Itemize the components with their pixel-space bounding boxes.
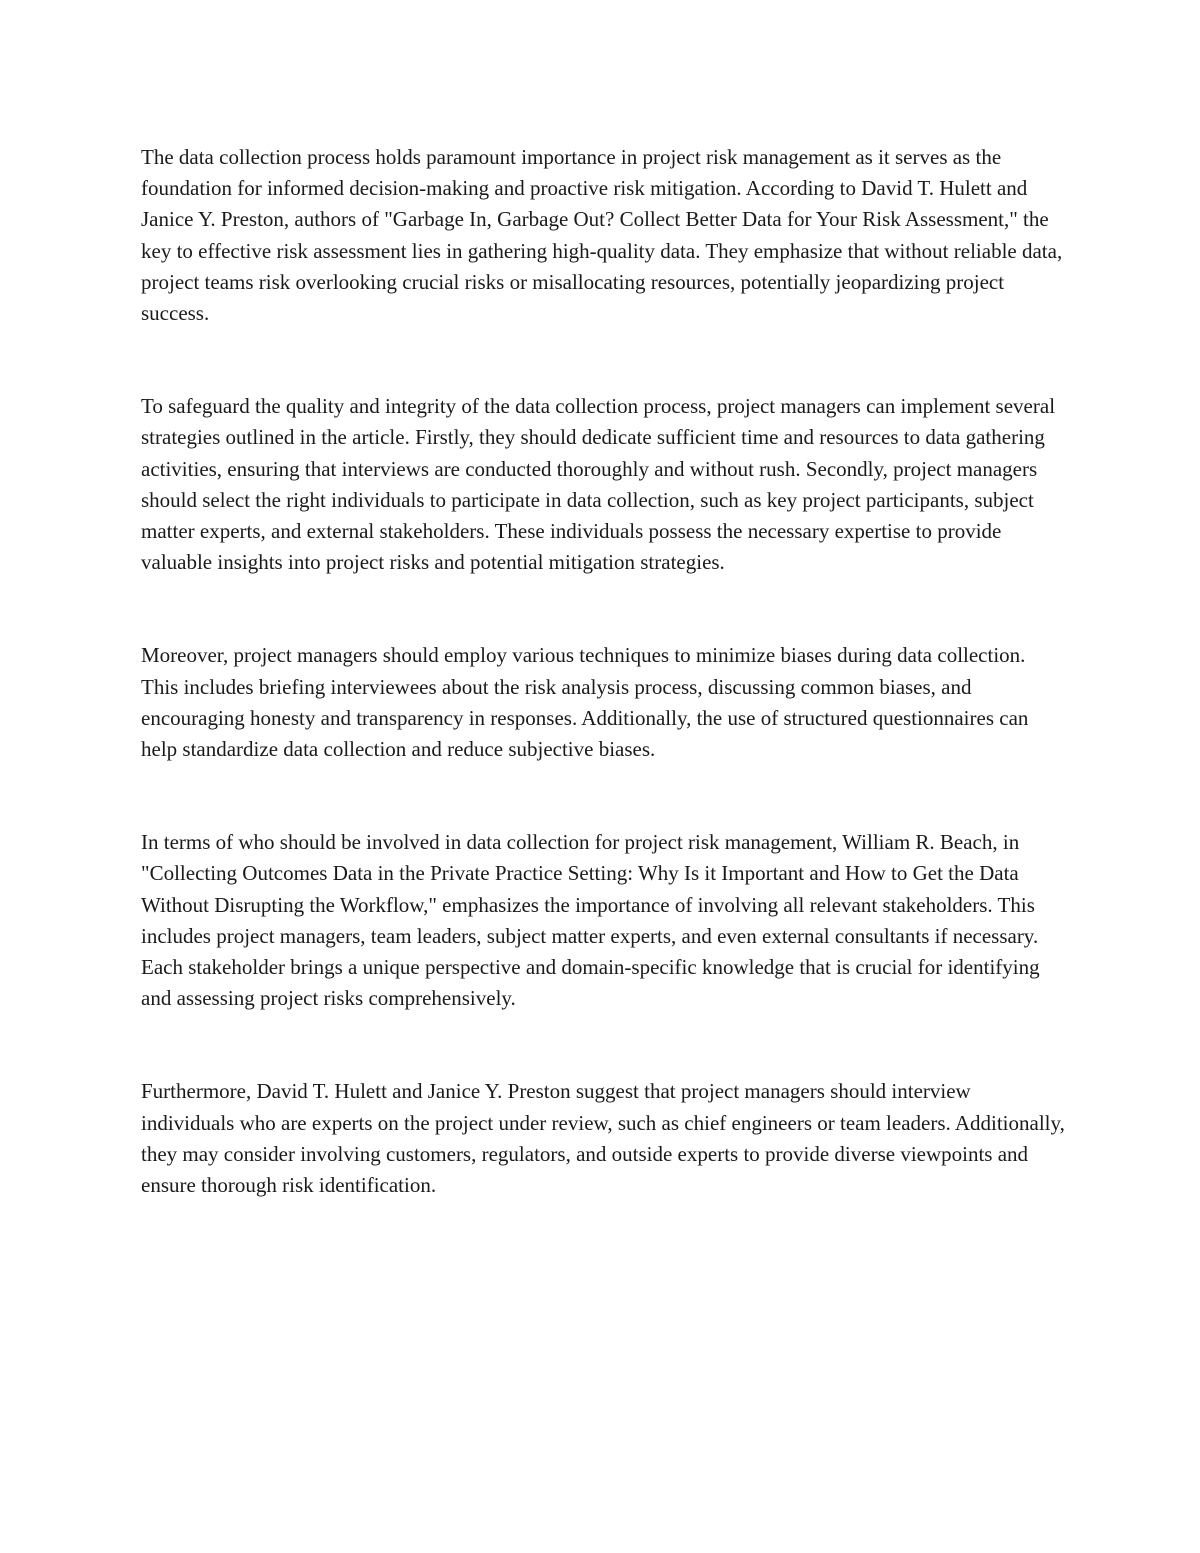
paragraph-4: In terms of who should be involved in data collection for project risk management, William R. Beach, in "Collecting Outcomes Data in the Private Practice Setting: Why Is it Important and How to Get the Data Without Disrupting the Workflow," emphasizes the importance of involving all relevant stakeholders. This includes project managers, team leaders, subject matter experts, and even external consultants if necessary. Each stakeholder brings a unique perspective and domain-specific knowledge that is crucial for identifying and assessing project risks comprehensively. [141,830,1040,1011]
paragraph-3: Moreover, project managers should employ various techniques to minimize biases during data collection. This includes briefing interviewees about the risk analysis process, discussing common biases, and encouraging honesty and transparency in responses. Additionally, the use of structured questionnaires can help standardize data collection and reduce subjective biases. [141,643,1029,762]
paragraph-2: To safeguard the quality and integrity of the data collection process, project managers can implement several strategies outlined in the article. Firstly, they should dedicate sufficient time and resources to data gathering activities, ensuring that interviews are conducted thoroughly and without rush. Secondly, project managers should select the right individuals to participate in data collection, such as key project participants, subject matter experts, and external stakeholders. These individuals possess the necessary expertise to provide valuable insights into project risks and potential mitigation strategies. [141,394,1056,575]
document-body [141,142,1066,1201]
paragraph-5: Furthermore, David T. Hulett and Janice Y. Preston suggest that project managers should interview individuals who are experts on the project under review, such as chief engineers or team leaders. Additionally, they may consider involving customers, regulators, and outside experts to provide diverse viewpoints and ensure thorough risk identification. [141,1079,1065,1198]
paragraph-1: The data collection process holds paramount importance in project risk management as it serves as the foundation for informed decision-making and proactive risk mitigation. According to David T. Hulett and Janice Y. Preston, authors of "Garbage In, Garbage Out? Collect Better Data for Your Risk Assessment," the key to effective risk assessment lies in gathering high-quality data. They emphasize that without reliable data, project teams risk overlooking crucial risks or misallocating resources, potentially jeopardizing project success. [141,145,1063,326]
